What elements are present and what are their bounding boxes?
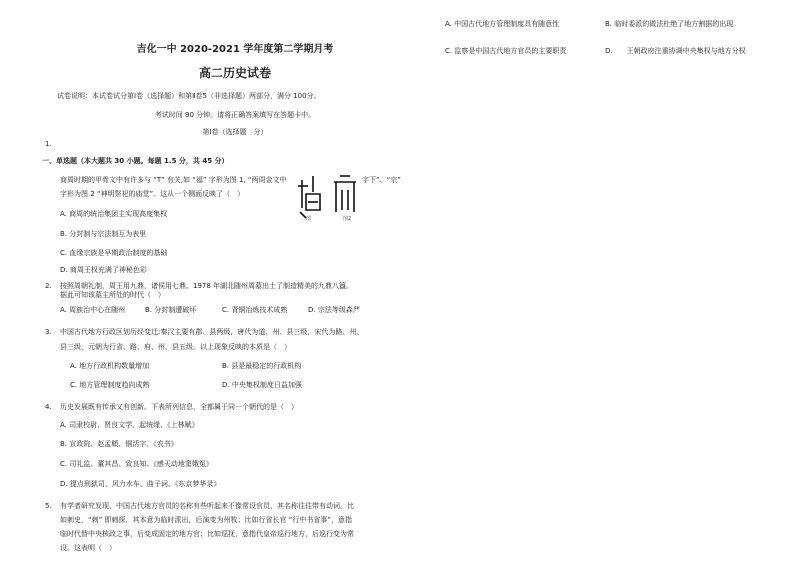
part-one-heading: 第Ⅰ卷（选择题 分）: [202, 128, 268, 136]
figure-caption-1: 图: [306, 216, 312, 222]
q5-stem-line3: 临时代替中央核政之事，后变成固定的地方官；比如巡抚，意指代皇帝巡行地方，后巡行变为常: [60, 530, 354, 538]
q3-number: 3.: [45, 328, 52, 336]
ancient-glyph-figure: [296, 172, 366, 224]
question-marker: 1.: [45, 140, 52, 148]
q2-number: 2.: [45, 282, 52, 290]
q2-option-b: B. 分封制遭破坏: [145, 306, 197, 314]
q5-number: 5.: [45, 502, 52, 510]
prev-option-c: C. 监察是中国古代地方官员的主要职责: [445, 47, 567, 55]
q4-option-a: A. 司隶校尉、贤良文学、起统缘、《上林赋》: [60, 421, 199, 429]
q5-stem-line4: 设。这表明（ ）: [60, 544, 116, 552]
q2-option-d: D. 宗法等级森严: [308, 306, 360, 314]
q4-option-d: D. 提点刑狱司、风力水车、曲子词、《东京梦华录》: [60, 480, 221, 488]
q3-option-b: B. 县是最稳定的行政机构: [222, 362, 302, 370]
q3-option-d: D. 中央集权制度日益加强: [222, 381, 302, 389]
q2-stem-line1: 按照周朝礼制，周王用九鼎，诸侯用七鼎。1978 年湖北随州周墓出土了制造精美的九鼎八簋。: [60, 282, 354, 290]
figure-caption-2: 图2: [343, 216, 352, 222]
q3-option-a: A. 地方行政机构数量增加: [70, 362, 150, 370]
exam-instructions-line1: 试卷说明：本试卷试分第Ⅰ卷（选择题）和第Ⅱ卷5（非选择题）两部分，满分 100分。: [57, 92, 321, 100]
q4-option-b: B. 宣政院、赵孟頫、铜活字、《农书》: [60, 440, 178, 448]
q1-option-d: D. 商周王权充满了神秘色彩: [60, 266, 147, 274]
q4-number: 4.: [45, 403, 52, 411]
q2-option-c: C. 青铜冶炼技术成熟: [222, 306, 288, 314]
section-heading: 一、单选题（本大题共 30 小题。每题 1.5 分，共 45 分）: [42, 157, 229, 165]
prev-option-a: A. 中国古代地方管理制度具有随意性: [445, 20, 560, 28]
q5-stem-line2: 如刺史，“刺” 即刺探，其本意为临时派出，后演变为州牧；比如行省长官 “行中书省事”，意指: [60, 516, 352, 524]
q4-option-c: C. 司礼监、董其昌、致良知、《感天动地窦娥冤》: [60, 460, 213, 468]
q4-stem: 历史发展既有传承又有创新。下表所列信息，全都属于同一个朝代的是（ ）: [60, 403, 298, 411]
q3-stem-line2: 县三级，元朝为行省、路、府、州、县五级。以上现象反映的本质是（ ）: [60, 343, 291, 351]
exam-school-title: 吉化一中 2020-2021 学年度第二学期月考: [136, 44, 334, 55]
q1-stem-line2: 字形为图 2 “神明祭祀的庙堂”。这从一个侧面反映了（ ）: [60, 190, 245, 198]
q1-option-b: B. 分封制与宗法制互为表里: [60, 230, 147, 238]
q3-stem-line1: 中国古代地方行政区划历经变迁:秦汉主要有郡、县两级，唐代为道、州、县三级，宋代为路、州、: [60, 328, 364, 336]
exam-subject-title: 高二历史试卷: [198, 66, 271, 80]
q1-stem-line1: 商周时期的甲骨文中有许多与 “T” 有关,如 “福” 字形为图 1, “两周金文中: [60, 176, 287, 184]
prev-option-d: D. 王朝政府注重协调中央集权与地方分权: [605, 47, 746, 55]
exam-instructions-line2: 考试时间 90 分钟。请将正确答案填写在答题卡中。: [154, 111, 316, 119]
prev-option-b: B. 临时委派的做法杜绝了地方割据的出现: [605, 20, 734, 28]
q5-stem-line1: 有学者研究发现，中国古代地方官员的名称有些听起来不像常设官员，其名称往往带有动词。比: [60, 502, 354, 510]
q1-stem-line1b: 字下”、“宗”: [362, 176, 401, 184]
q2-stem-line2: 据此可知该墓主所处的时代（ ）: [60, 291, 165, 299]
q2-option-a: A. 周族治中心在随州: [60, 306, 126, 314]
q1-option-c: C. 血缘宗族是早期政治制度的基础: [60, 249, 168, 257]
q3-option-c: C. 地方管理制度趋向成熟: [70, 381, 150, 389]
q1-option-a: A. 商周的统治集团主实现高度集权: [60, 210, 168, 218]
